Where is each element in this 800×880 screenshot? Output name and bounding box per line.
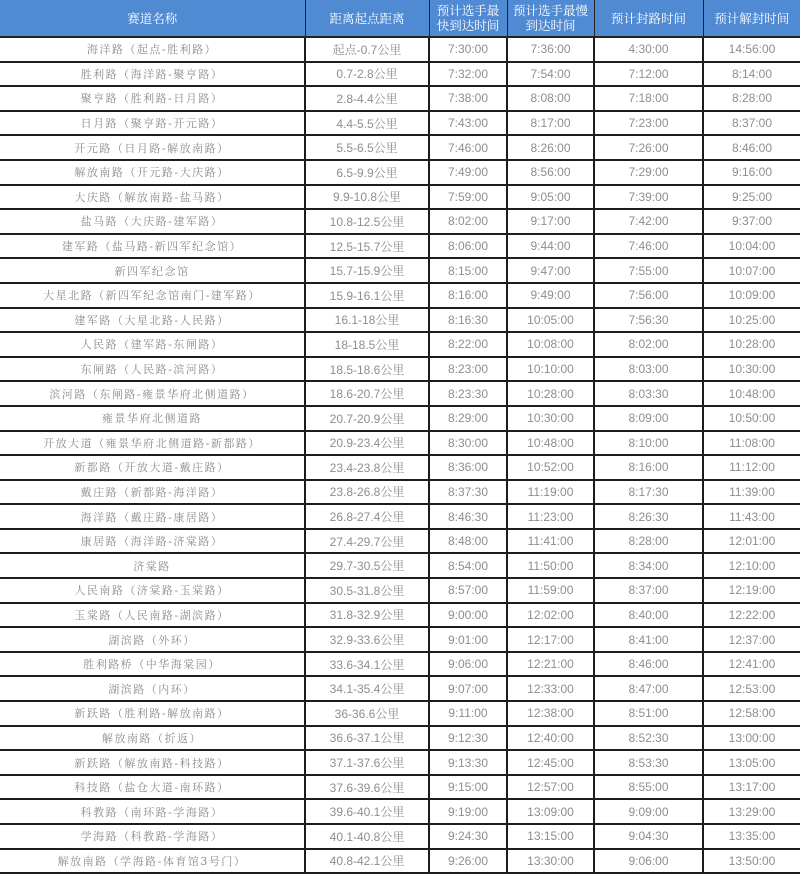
table-row: [0, 726, 800, 751]
slowest-arrival-cell: 11:19:00: [507, 480, 594, 505]
fastest-arrival-cell: 7:32:00: [429, 62, 507, 87]
road-closure-cell: 7:55:00: [594, 258, 703, 283]
slowest-arrival-cell: 8:56:00: [507, 160, 594, 185]
table-row: [0, 775, 800, 800]
fastest-arrival-cell: 8:29:00: [429, 406, 507, 431]
distance-cell: 23.4-23.8公里: [305, 455, 429, 480]
table-row: [0, 332, 800, 357]
route-name-cell: 开元路（日月路-解放南路）: [0, 135, 305, 160]
table-row: [0, 529, 800, 554]
route-name-cell: 新都路（开放大道-戴庄路）: [0, 455, 305, 480]
slowest-arrival-cell: 11:50:00: [507, 553, 594, 578]
slowest-arrival-cell: 13:30:00: [507, 849, 594, 874]
fastest-arrival-cell: 7:43:00: [429, 111, 507, 136]
reopen-time-cell: 8:37:00: [703, 111, 800, 136]
reopen-time-cell: 8:14:00: [703, 62, 800, 87]
slowest-arrival-cell: 12:21:00: [507, 652, 594, 677]
road-closure-cell: 8:16:00: [594, 455, 703, 480]
slowest-arrival-cell: 9:05:00: [507, 185, 594, 210]
fastest-arrival-cell: 8:22:00: [429, 332, 507, 357]
table-row: [0, 37, 800, 62]
reopen-time-cell: 12:53:00: [703, 676, 800, 701]
distance-cell: 27.4-29.7公里: [305, 529, 429, 554]
table-row: [0, 62, 800, 87]
fastest-arrival-cell: 9:06:00: [429, 652, 507, 677]
slowest-arrival-cell: 11:59:00: [507, 578, 594, 603]
slowest-arrival-cell: 9:44:00: [507, 234, 594, 259]
table-row: [0, 431, 800, 456]
slowest-arrival-cell: 10:30:00: [507, 406, 594, 431]
slowest-arrival-cell: 10:52:00: [507, 455, 594, 480]
route-name-cell: 湖滨路（外环）: [0, 627, 305, 652]
route-name-cell: 济棠路: [0, 553, 305, 578]
road-closure-cell: 7:26:00: [594, 135, 703, 160]
distance-cell: 26.8-27.4公里: [305, 504, 429, 529]
reopen-time-cell: 12:19:00: [703, 578, 800, 603]
road-closure-cell: 8:53:30: [594, 750, 703, 775]
distance-cell: 9.9-10.8公里: [305, 185, 429, 210]
reopen-time-cell: 12:22:00: [703, 603, 800, 628]
reopen-time-cell: 11:39:00: [703, 480, 800, 505]
table-row: [0, 381, 800, 406]
reopen-time-cell: 9:25:00: [703, 185, 800, 210]
road-closure-cell: 8:46:00: [594, 652, 703, 677]
road-closure-cell: 8:40:00: [594, 603, 703, 628]
distance-cell: 40.8-42.1公里: [305, 849, 429, 874]
slowest-arrival-cell: 10:05:00: [507, 308, 594, 333]
road-closure-cell: 8:28:00: [594, 529, 703, 554]
route-name-cell: 新跃路（胜利路-解放南路）: [0, 701, 305, 726]
distance-cell: 16.1-18公里: [305, 308, 429, 333]
fastest-arrival-cell: 7:38:00: [429, 86, 507, 111]
reopen-time-cell: 11:43:00: [703, 504, 800, 529]
fastest-arrival-cell: 9:12:30: [429, 726, 507, 751]
route-name-cell: 康居路（海洋路-济棠路）: [0, 529, 305, 554]
road-closure-cell: 7:46:00: [594, 234, 703, 259]
road-closure-cell: 7:56:00: [594, 283, 703, 308]
reopen-time-cell: 12:41:00: [703, 652, 800, 677]
reopen-time-cell: 9:16:00: [703, 160, 800, 185]
reopen-time-cell: 13:05:00: [703, 750, 800, 775]
reopen-time-cell: 10:09:00: [703, 283, 800, 308]
table-row: [0, 234, 800, 259]
fastest-arrival-cell: 8:15:00: [429, 258, 507, 283]
slowest-arrival-cell: 12:45:00: [507, 750, 594, 775]
distance-cell: 18.5-18.6公里: [305, 357, 429, 382]
fastest-arrival-cell: 7:59:00: [429, 185, 507, 210]
road-closure-cell: 8:41:00: [594, 627, 703, 652]
distance-cell: 34.1-35.4公里: [305, 676, 429, 701]
route-name-cell: 湖滨路（内环）: [0, 676, 305, 701]
distance-cell: 4.4-5.5公里: [305, 111, 429, 136]
road-closure-cell: 7:12:00: [594, 62, 703, 87]
slowest-arrival-cell: 10:10:00: [507, 357, 594, 382]
road-closure-cell: 8:52:30: [594, 726, 703, 751]
slowest-arrival-cell: 8:26:00: [507, 135, 594, 160]
fastest-arrival-cell: 8:30:00: [429, 431, 507, 456]
distance-cell: 18-18.5公里: [305, 332, 429, 357]
header-col-reopen-time: 预计解封时间: [703, 0, 800, 37]
fastest-arrival-cell: 9:11:00: [429, 701, 507, 726]
distance-cell: 15.7-15.9公里: [305, 258, 429, 283]
header-col-route-name: 赛道名称: [0, 0, 305, 37]
distance-cell: 15.9-16.1公里: [305, 283, 429, 308]
reopen-time-cell: 14:56:00: [703, 37, 800, 62]
table-row: [0, 135, 800, 160]
table-row: [0, 406, 800, 431]
table-row: [0, 209, 800, 234]
road-closure-cell: 8:10:00: [594, 431, 703, 456]
reopen-time-cell: 11:08:00: [703, 431, 800, 456]
table-row: [0, 750, 800, 775]
slowest-arrival-cell: 12:38:00: [507, 701, 594, 726]
route-name-cell: 大星北路（新四军纪念馆南门-建军路）: [0, 283, 305, 308]
table-row: [0, 283, 800, 308]
table-row: [0, 455, 800, 480]
distance-cell: 36-36.6公里: [305, 701, 429, 726]
route-name-cell: 学海路（科教路-学海路）: [0, 824, 305, 849]
fastest-arrival-cell: 7:49:00: [429, 160, 507, 185]
route-name-cell: 解放南路（学海路-体育馆3号门）: [0, 849, 305, 874]
table-row: [0, 578, 800, 603]
route-name-cell: 戴庄路（新都路-海洋路）: [0, 480, 305, 505]
table-row: [0, 185, 800, 210]
table-row: [0, 308, 800, 333]
fastest-arrival-cell: 8:02:00: [429, 209, 507, 234]
road-closure-cell: 9:06:00: [594, 849, 703, 874]
route-name-cell: 解放南路（开元路-大庆路）: [0, 160, 305, 185]
route-name-cell: 科技路（盐仓大道-南环路）: [0, 775, 305, 800]
slowest-arrival-cell: 10:08:00: [507, 332, 594, 357]
distance-cell: 6.5-9.9公里: [305, 160, 429, 185]
fastest-arrival-cell: 9:19:00: [429, 799, 507, 824]
reopen-time-cell: 10:50:00: [703, 406, 800, 431]
route-name-cell: 海洋路（起点-胜利路）: [0, 37, 305, 62]
fastest-arrival-cell: 9:24:30: [429, 824, 507, 849]
table-row: [0, 824, 800, 849]
table-row: [0, 258, 800, 283]
road-closure-cell: 9:09:00: [594, 799, 703, 824]
table-row: [0, 652, 800, 677]
reopen-time-cell: 10:04:00: [703, 234, 800, 259]
reopen-time-cell: 13:29:00: [703, 799, 800, 824]
reopen-time-cell: 13:35:00: [703, 824, 800, 849]
road-closure-cell: 8:26:30: [594, 504, 703, 529]
road-closure-cell: 8:55:00: [594, 775, 703, 800]
fastest-arrival-cell: 9:01:00: [429, 627, 507, 652]
fastest-arrival-cell: 8:16:00: [429, 283, 507, 308]
distance-cell: 5.5-6.5公里: [305, 135, 429, 160]
route-name-cell: 新四军纪念馆: [0, 258, 305, 283]
fastest-arrival-cell: 9:26:00: [429, 849, 507, 874]
road-closure-cell: 8:02:00: [594, 332, 703, 357]
reopen-time-cell: 11:12:00: [703, 455, 800, 480]
fastest-arrival-cell: 8:48:00: [429, 529, 507, 554]
fastest-arrival-cell: 8:57:00: [429, 578, 507, 603]
reopen-time-cell: 10:07:00: [703, 258, 800, 283]
distance-cell: 31.8-32.9公里: [305, 603, 429, 628]
slowest-arrival-cell: 7:54:00: [507, 62, 594, 87]
reopen-time-cell: 12:01:00: [703, 529, 800, 554]
table-row: [0, 603, 800, 628]
distance-cell: 30.5-31.8公里: [305, 578, 429, 603]
fastest-arrival-cell: 8:46:30: [429, 504, 507, 529]
route-name-cell: 人民南路（济棠路-玉棠路）: [0, 578, 305, 603]
route-name-cell: 盐马路（大庆路-建军路）: [0, 209, 305, 234]
slowest-arrival-cell: 12:02:00: [507, 603, 594, 628]
road-closure-cell: 8:37:00: [594, 578, 703, 603]
fastest-arrival-cell: 8:37:30: [429, 480, 507, 505]
table-row: [0, 799, 800, 824]
road-closure-cell: 8:09:00: [594, 406, 703, 431]
fastest-arrival-cell: 7:46:00: [429, 135, 507, 160]
fastest-arrival-cell: 8:23:00: [429, 357, 507, 382]
distance-cell: 20.7-20.9公里: [305, 406, 429, 431]
distance-cell: 37.6-39.6公里: [305, 775, 429, 800]
road-closure-cell: 9:04:30: [594, 824, 703, 849]
table-row: [0, 553, 800, 578]
header-col-distance: 距离起点距离: [305, 0, 429, 37]
slowest-arrival-cell: 9:47:00: [507, 258, 594, 283]
distance-cell: 0.7-2.8公里: [305, 62, 429, 87]
fastest-arrival-cell: 8:23:30: [429, 381, 507, 406]
slowest-arrival-cell: 13:09:00: [507, 799, 594, 824]
route-name-cell: 建军路（盐马路-新四军纪念馆）: [0, 234, 305, 259]
fastest-arrival-cell: 8:36:00: [429, 455, 507, 480]
slowest-arrival-cell: 9:49:00: [507, 283, 594, 308]
road-closure-cell: 8:17:30: [594, 480, 703, 505]
distance-cell: 29.7-30.5公里: [305, 553, 429, 578]
road-closure-cell: 8:03:30: [594, 381, 703, 406]
reopen-time-cell: 10:25:00: [703, 308, 800, 333]
route-name-cell: 建军路（大星北路-人民路）: [0, 308, 305, 333]
road-closure-cell: 8:34:00: [594, 553, 703, 578]
slowest-arrival-cell: 10:28:00: [507, 381, 594, 406]
route-name-cell: 解放南路（折返）: [0, 726, 305, 751]
table-row: [0, 357, 800, 382]
route-name-cell: 玉棠路（人民南路-湖滨路）: [0, 603, 305, 628]
table-row: [0, 627, 800, 652]
road-closure-cell: 7:23:00: [594, 111, 703, 136]
header-col-fastest-arrival: 预计选手最快到达时间: [429, 0, 507, 37]
road-closure-cell: 7:29:00: [594, 160, 703, 185]
reopen-time-cell: 8:28:00: [703, 86, 800, 111]
header-row: [0, 0, 800, 37]
fastest-arrival-cell: 9:07:00: [429, 676, 507, 701]
table-row: [0, 701, 800, 726]
route-name-cell: 海洋路（戴庄路-康居路）: [0, 504, 305, 529]
road-closure-cell: 7:56:30: [594, 308, 703, 333]
distance-cell: 2.8-4.4公里: [305, 86, 429, 111]
reopen-time-cell: 12:10:00: [703, 553, 800, 578]
route-name-cell: 科教路（南环路-学海路）: [0, 799, 305, 824]
fastest-arrival-cell: 8:06:00: [429, 234, 507, 259]
distance-cell: 18.6-20.7公里: [305, 381, 429, 406]
road-closure-cell: 8:03:00: [594, 357, 703, 382]
distance-cell: 23.8-26.8公里: [305, 480, 429, 505]
distance-cell: 37.1-37.6公里: [305, 750, 429, 775]
table-row: [0, 480, 800, 505]
route-name-cell: 开放大道（雍景华府北侧道路-新都路）: [0, 431, 305, 456]
slowest-arrival-cell: 8:08:00: [507, 86, 594, 111]
slowest-arrival-cell: 7:36:00: [507, 37, 594, 62]
route-name-cell: 大庆路（解放南路-盐马路）: [0, 185, 305, 210]
distance-cell: 10.8-12.5公里: [305, 209, 429, 234]
slowest-arrival-cell: 11:23:00: [507, 504, 594, 529]
header-col-road-closure: 预计封路时间: [594, 0, 703, 37]
slowest-arrival-cell: 12:17:00: [507, 627, 594, 652]
route-name-cell: 滨河路（东闸路-雍景华府北侧道路）: [0, 381, 305, 406]
slowest-arrival-cell: 12:40:00: [507, 726, 594, 751]
table-row: [0, 86, 800, 111]
slowest-arrival-cell: 13:15:00: [507, 824, 594, 849]
road-closure-cell: 7:39:00: [594, 185, 703, 210]
distance-cell: 39.6-40.1公里: [305, 799, 429, 824]
road-closure-cell: 8:47:00: [594, 676, 703, 701]
route-name-cell: 聚亨路（胜利路-日月路）: [0, 86, 305, 111]
table-row: [0, 160, 800, 185]
route-name-cell: 胜利路（海洋路-聚亨路）: [0, 62, 305, 87]
route-name-cell: 日月路（聚亨路-开元路）: [0, 111, 305, 136]
reopen-time-cell: 13:17:00: [703, 775, 800, 800]
slowest-arrival-cell: 8:17:00: [507, 111, 594, 136]
distance-cell: 20.9-23.4公里: [305, 431, 429, 456]
reopen-time-cell: 12:58:00: [703, 701, 800, 726]
road-closure-cell: 4:30:00: [594, 37, 703, 62]
fastest-arrival-cell: 9:13:30: [429, 750, 507, 775]
table-body: [0, 37, 800, 873]
reopen-time-cell: 10:30:00: [703, 357, 800, 382]
route-name-cell: 人民路（建军路-东闸路）: [0, 332, 305, 357]
route-name-cell: 胜利路桥（中华海棠园）: [0, 652, 305, 677]
route-name-cell: 新跃路（解放南路-科技路）: [0, 750, 305, 775]
table-row: [0, 111, 800, 136]
route-name-cell: 东闸路（人民路-滨河路）: [0, 357, 305, 382]
table-row: [0, 676, 800, 701]
reopen-time-cell: 8:46:00: [703, 135, 800, 160]
route-name-cell: 雍景华府北侧道路: [0, 406, 305, 431]
distance-cell: 36.6-37.1公里: [305, 726, 429, 751]
fastest-arrival-cell: 7:30:00: [429, 37, 507, 62]
slowest-arrival-cell: 9:17:00: [507, 209, 594, 234]
slowest-arrival-cell: 12:33:00: [507, 676, 594, 701]
road-closure-cell: 8:51:00: [594, 701, 703, 726]
distance-cell: 40.1-40.8公里: [305, 824, 429, 849]
reopen-time-cell: 12:37:00: [703, 627, 800, 652]
slowest-arrival-cell: 11:41:00: [507, 529, 594, 554]
fastest-arrival-cell: 8:54:00: [429, 553, 507, 578]
distance-cell: 12.5-15.7公里: [305, 234, 429, 259]
fastest-arrival-cell: 8:16:30: [429, 308, 507, 333]
fastest-arrival-cell: 9:15:00: [429, 775, 507, 800]
distance-cell: 32.9-33.6公里: [305, 627, 429, 652]
distance-cell: 起点-0.7公里: [305, 37, 429, 62]
fastest-arrival-cell: 9:00:00: [429, 603, 507, 628]
reopen-time-cell: 10:48:00: [703, 381, 800, 406]
reopen-time-cell: 9:37:00: [703, 209, 800, 234]
road-closure-cell: 7:18:00: [594, 86, 703, 111]
slowest-arrival-cell: 10:48:00: [507, 431, 594, 456]
table-header: [0, 0, 800, 37]
reopen-time-cell: 10:28:00: [703, 332, 800, 357]
slowest-arrival-cell: 12:57:00: [507, 775, 594, 800]
reopen-time-cell: 13:00:00: [703, 726, 800, 751]
distance-cell: 33.6-34.1公里: [305, 652, 429, 677]
road-closure-cell: 7:42:00: [594, 209, 703, 234]
table-row: [0, 849, 800, 874]
table-row: [0, 504, 800, 529]
header-col-slowest-arrival: 预计选手最慢到达时间: [507, 0, 594, 37]
reopen-time-cell: 13:50:00: [703, 849, 800, 874]
